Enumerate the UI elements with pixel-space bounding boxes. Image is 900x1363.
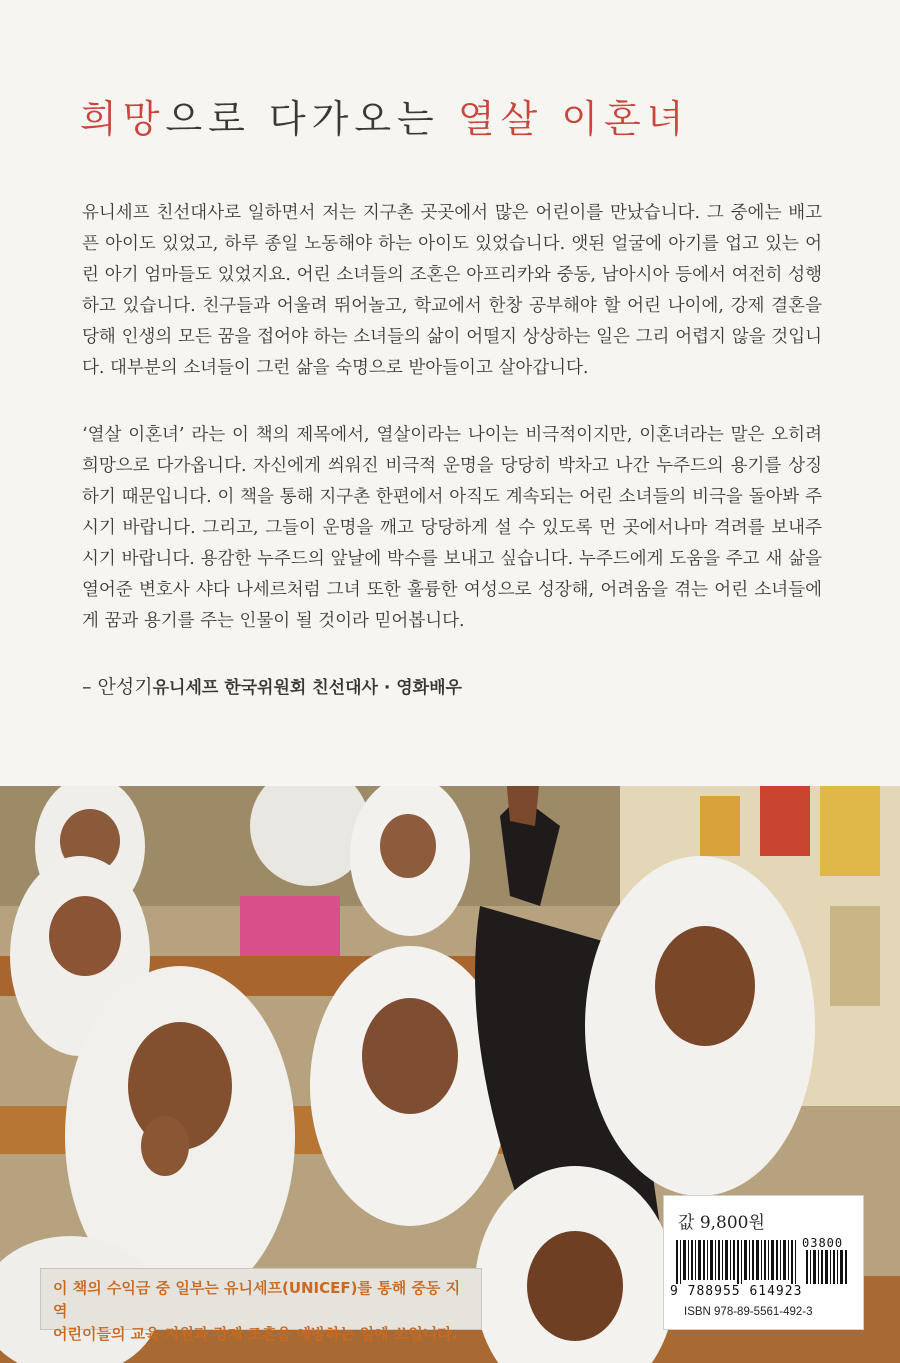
barcode-addon: 03800: [802, 1236, 844, 1250]
paragraph-1: 유니세프 친선대사로 일하면서 저는 지구촌 곳곳에서 많은 어린이를 만났습니다. 그 중에는 배고픈 아이도 있었고, 하루 종일 노동해야 하는 아이도 있었습니다. 앳된 얼굴에 아기를 업고 있는 어린 아기 엄마들도 있었지요. 어린 소녀들의 조혼은 아프리카와 중동, 남아시아 등에서 여전히 성행하고 있습니다. 친구들과 어울려 뛰어놀고, 학교에서 한창 공부해야 할 어린 나이에, 강제 결혼을 당해 인생의 모든 꿈을 접어야 하는 소녀들의 삶이 어떨지 상상하는 일은 그리 어렵지 않을 것입니다. 대부분의 소녀들이 그런 삶을 숙명으로 받아들이고 살아갑니다.: [82, 203, 822, 378]
price-label: 값 9,800원: [678, 1213, 765, 1233]
unicef-notice: [40, 1268, 482, 1343]
headline: [80, 88, 689, 143]
signature-role: 유니세프 한국위원회 친선대사 · 영화배우: [152, 678, 462, 698]
barcode-ean: 9 788955 614923: [670, 1284, 803, 1299]
headline-middle: 으로 다가오는: [165, 97, 458, 141]
headline-hope: 희망: [80, 97, 166, 141]
signature-name: – 안성기: [82, 676, 153, 698]
price-barcode-box: [663, 1195, 864, 1330]
notice-line-1: 이 책의 수익금 중 일부는 유니세프(UNICEF)를 통해 중동 지역: [53, 1279, 461, 1320]
notice-line-2: 어린이들의 교육 지원과 강제 조혼을 예방하는 일에 쓰입니다.: [53, 1325, 458, 1343]
paragraph-2: ‘열살 이혼녀’ 라는 이 책의 제목에서, 열살이라는 나이는 비극적이지만, 이혼녀라는 말은 오히려 희망으로 다가옵니다. 자신에게 씌워진 비극적 운명을 당당히 박차고 나간 누주드의 용기를 상징하기 때문입니다. 이 책을 통해 지구촌 한편에서 아직도 계속되는 어린 소녀들의 비극을 돌아봐 주시기 바랍니다. 그리고, 그들이 운명을 깨고 당당하게 설 수 있도록 먼 곳에서나마 격려를 보내주시기 바랍니다. 용감한 누주드의 앞날에 박수를 보내고 싶습니다. 누주드에게 도움을 주고 새 삶을 열어준 변호사 샤다 나세르처럼 그녀 또한 훌륭한 여성으로 성장해, 어려움을 겪는 어린 소녀들에게 꿈과 용기를 주는 인물이 될 것이라 믿어봅니다.: [82, 425, 822, 631]
headline-title: 열살 이혼녀: [457, 97, 690, 141]
isbn-number: ISBN 978-89-5561-492-3: [684, 1306, 813, 1318]
signature: [82, 672, 462, 699]
